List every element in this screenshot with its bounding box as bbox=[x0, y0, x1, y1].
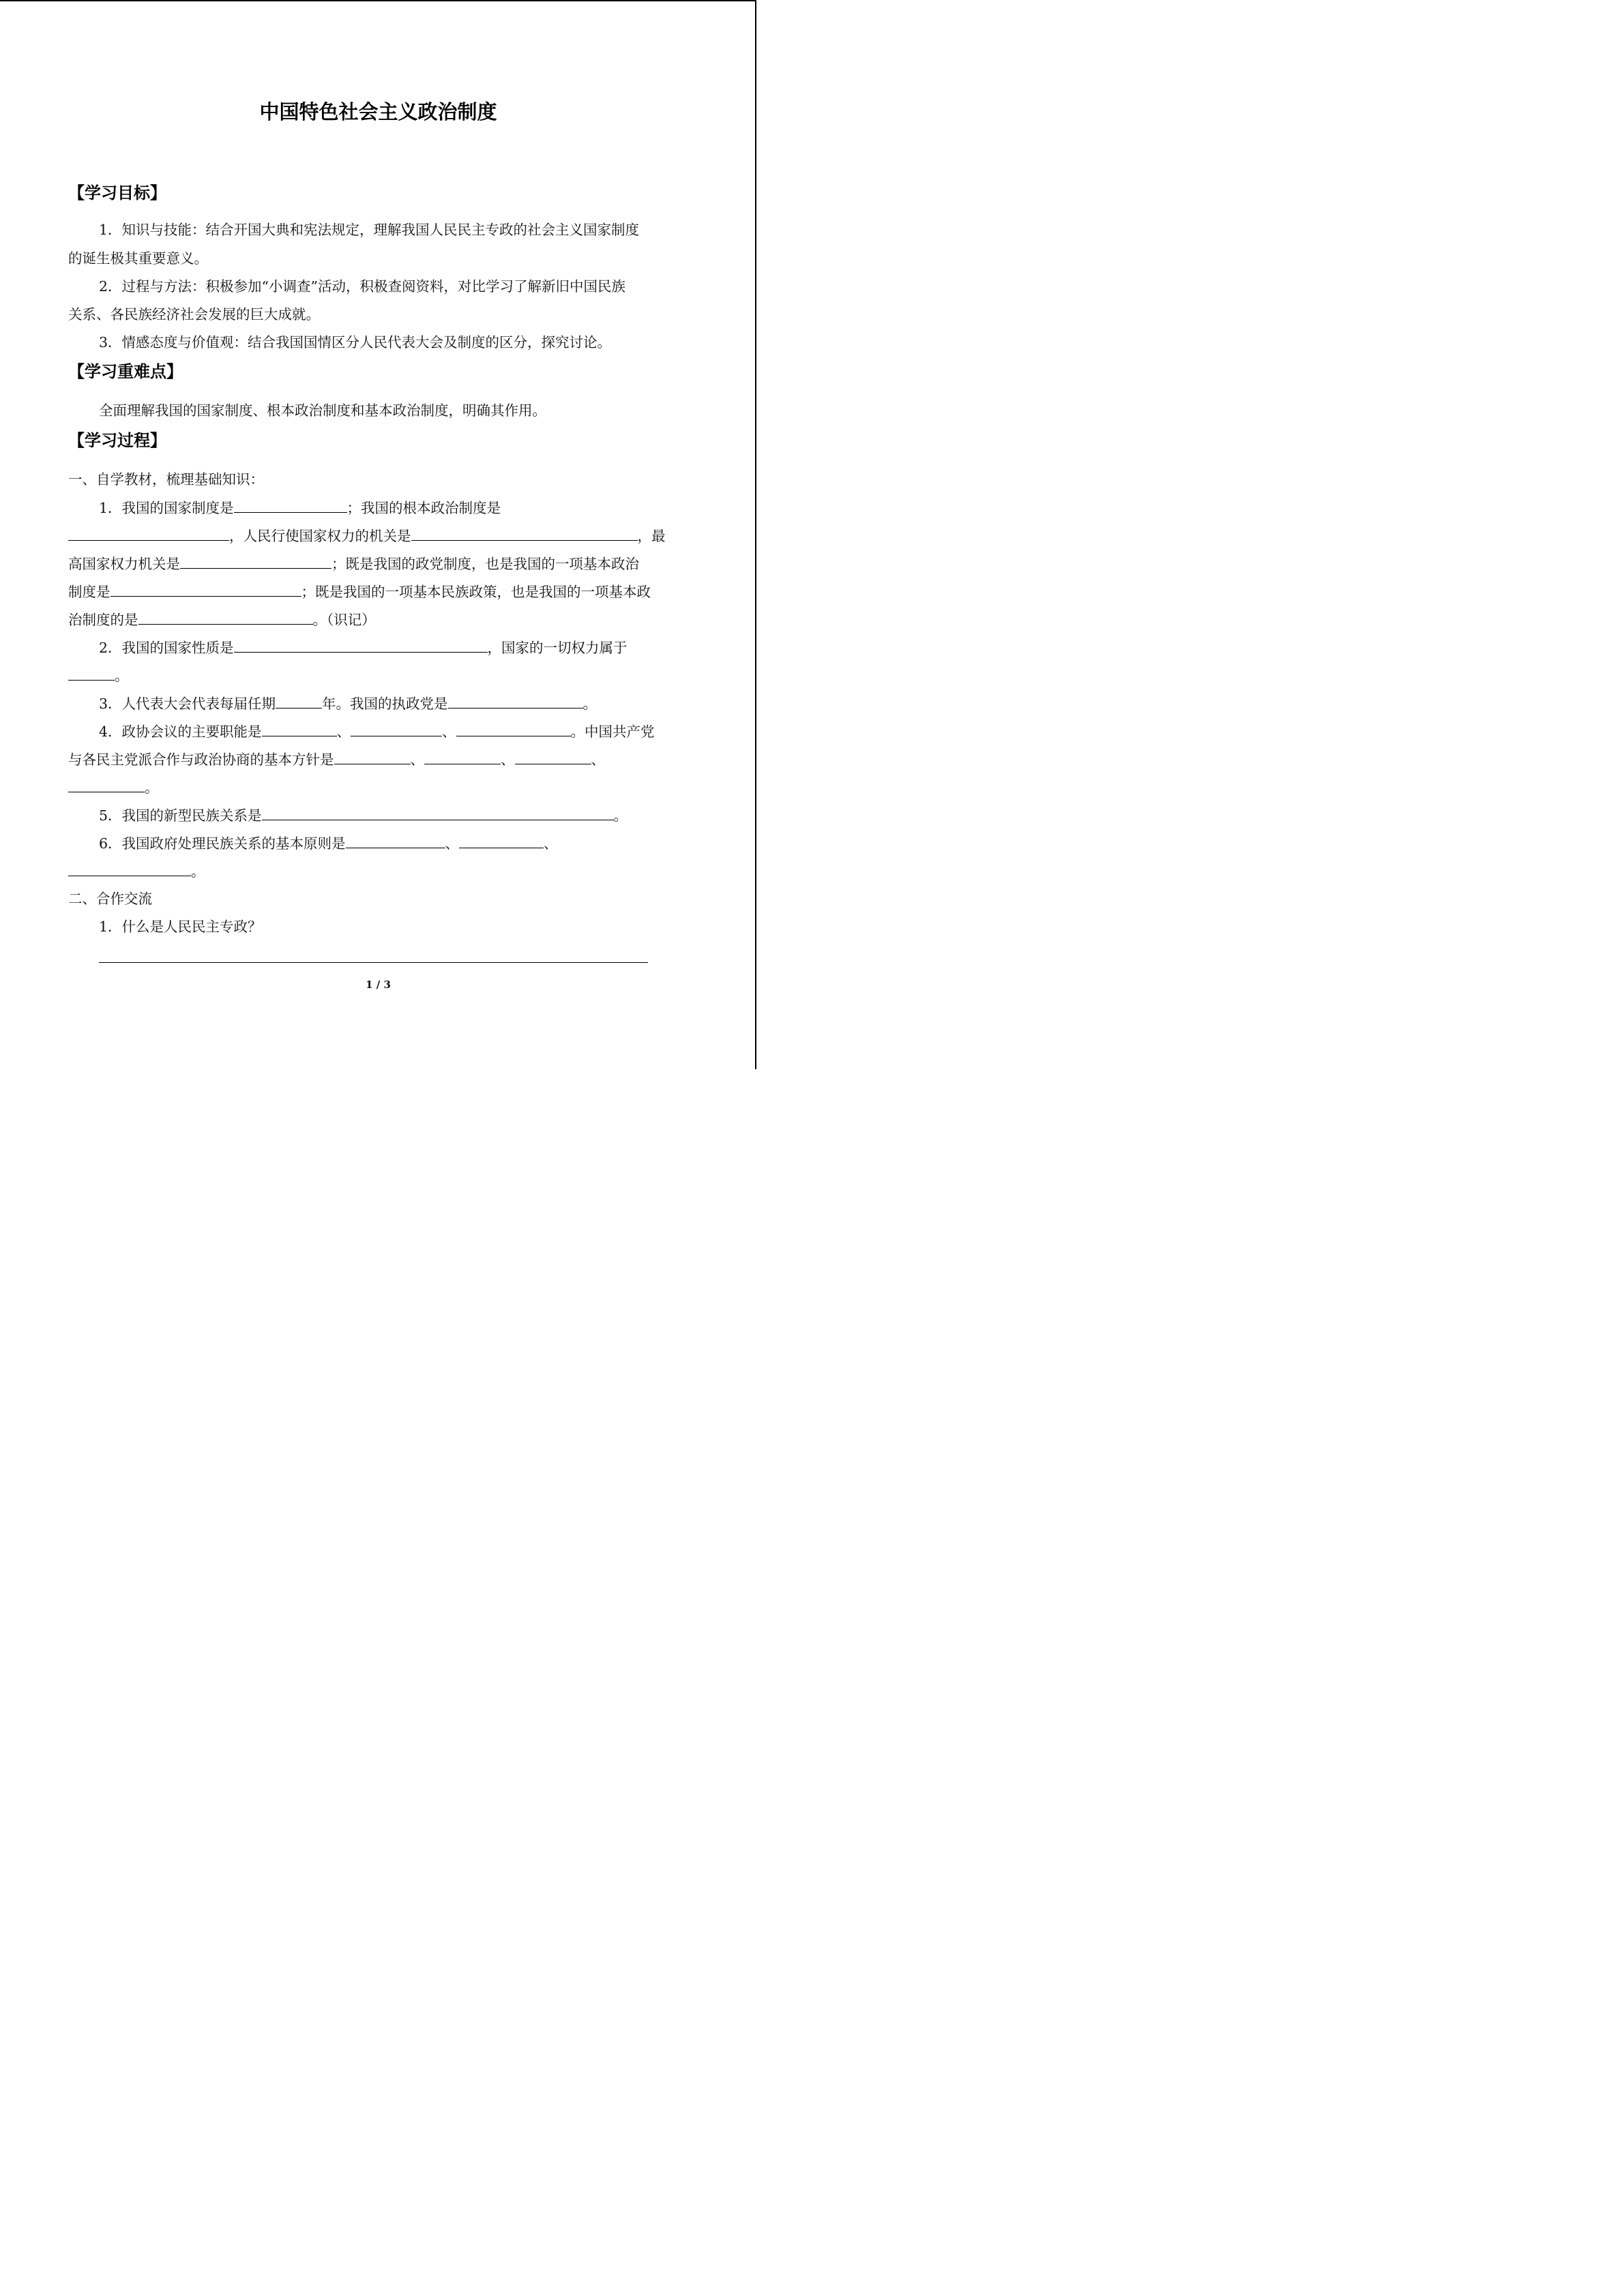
q2-line-1 bbox=[99, 638, 628, 657]
q4-line-2 bbox=[68, 750, 605, 769]
q2-blank-1[interactable] bbox=[234, 638, 488, 653]
q4-text-d: 。 bbox=[145, 779, 159, 796]
q6-blank-2[interactable] bbox=[459, 834, 544, 848]
goal-1-line-1: 1．知识与技能：结合开国大典和宪法规定，理解我国人民民主专政的社会主义国家制度 bbox=[99, 222, 640, 238]
q1-text-i: 治制度的是 bbox=[68, 612, 138, 628]
q6-sep-1: 、 bbox=[445, 835, 460, 852]
q2-text-b: ，国家的一切权力属于 bbox=[487, 640, 628, 656]
section-heading-process: 【学习过程】 bbox=[68, 431, 166, 450]
q1-text-d: ，最 bbox=[637, 528, 666, 544]
q3-blank-1[interactable] bbox=[276, 694, 322, 709]
q4-text-a: 4．政协会议的主要职能是 bbox=[99, 724, 262, 740]
q3-text-c: 。 bbox=[582, 696, 597, 712]
q6-line-1 bbox=[99, 834, 558, 852]
part-2-question-1: 1．什么是人民民主专政？ bbox=[99, 919, 262, 935]
page-right-border bbox=[755, 0, 756, 1069]
q3-blank-2[interactable] bbox=[448, 694, 583, 709]
q1-blank-6[interactable] bbox=[138, 610, 313, 625]
q2-line-2 bbox=[68, 666, 129, 685]
q6-text-b: 。 bbox=[191, 863, 205, 880]
q1-text-b: ；我国的根本政治制度是 bbox=[346, 500, 501, 516]
q2-blank-2[interactable] bbox=[68, 666, 115, 681]
q5-text-b: 。 bbox=[613, 807, 628, 824]
q4-text-c: 与各民主党派合作与政治协商的基本方针是 bbox=[68, 751, 334, 768]
q6-line-2 bbox=[68, 862, 205, 880]
q6-sep-2: 、 bbox=[544, 835, 558, 852]
q3-line bbox=[99, 694, 597, 713]
q4-sep-3: 、 bbox=[410, 751, 424, 768]
q1-line-5 bbox=[68, 610, 376, 629]
q4-blank-4[interactable] bbox=[334, 750, 411, 764]
footer-rule bbox=[99, 962, 648, 963]
part-2-heading: 二、合作交流 bbox=[68, 891, 152, 907]
q4-blank-1[interactable] bbox=[262, 722, 337, 736]
page-top-border bbox=[0, 0, 756, 1]
q4-sep-1: 、 bbox=[336, 724, 351, 740]
q1-line-3 bbox=[68, 554, 639, 573]
q4-blank-3[interactable] bbox=[456, 722, 571, 736]
q1-line-4 bbox=[68, 582, 651, 601]
goal-3-line-1: 3．情感态度与价值观：结合我国国情区分人民代表大会及制度的区分，探究讨论。 bbox=[99, 334, 612, 351]
q2-text-c: 。 bbox=[115, 668, 129, 684]
q4-blank-7[interactable] bbox=[68, 778, 145, 792]
q5-blank-1[interactable] bbox=[262, 806, 614, 820]
section-heading-key-points: 【学习重难点】 bbox=[68, 362, 183, 381]
q4-line-1 bbox=[99, 722, 655, 741]
q4-sep-5: 、 bbox=[591, 751, 605, 768]
q2-text-a: 2．我国的国家性质是 bbox=[99, 640, 234, 656]
q1-text-j: 。（识记） bbox=[312, 612, 376, 628]
q3-text-a: 3．人代表大会代表每届任期 bbox=[99, 696, 276, 712]
q6-blank-1[interactable] bbox=[346, 834, 445, 848]
q1-text-e: 高国家权力机关是 bbox=[68, 556, 180, 572]
q5-line bbox=[99, 806, 628, 824]
q6-blank-3[interactable] bbox=[68, 862, 191, 876]
goal-2-line-1: 2．过程与方法：积极参加“小调查”活动，积极查阅资料，对比学习了解新旧中国民族 bbox=[99, 278, 626, 295]
q6-text-a: 6．我国政府处理民族关系的基本原则是 bbox=[99, 835, 346, 852]
q3-text-b: 年。我国的执政党是 bbox=[322, 696, 448, 712]
q1-blank-2[interactable] bbox=[68, 526, 229, 541]
q1-line-2 bbox=[68, 526, 666, 545]
goal-1-line-2: 的诞生极其重要意义。 bbox=[68, 250, 208, 267]
q1-blank-1[interactable] bbox=[234, 498, 347, 513]
q1-text-f: ；既是我国的政党制度，也是我国的一项基本政治 bbox=[331, 556, 639, 572]
q4-blank-6[interactable] bbox=[515, 750, 591, 764]
q4-blank-5[interactable] bbox=[424, 750, 501, 764]
q4-sep-4: 、 bbox=[501, 751, 515, 768]
q1-text-a: 1．我国的国家制度是 bbox=[99, 500, 234, 516]
part-1-heading: 一、自学教材，梳理基础知识： bbox=[68, 471, 264, 488]
q4-sep-2: 、 bbox=[442, 724, 456, 740]
page-title: 中国特色社会主义政治制度 bbox=[259, 100, 497, 123]
q1-line-1 bbox=[99, 498, 501, 517]
q4-text-b: 。中国共产党 bbox=[570, 724, 655, 740]
page-number: 1 / 3 bbox=[366, 979, 391, 991]
goal-2-line-2: 关系、各民族经济社会发展的巨大成就。 bbox=[68, 306, 320, 323]
section-heading-goals: 【学习目标】 bbox=[68, 183, 166, 203]
key-points-text: 全面理解我国的国家制度、根本政治制度和基本政治制度，明确其作用。 bbox=[99, 402, 546, 419]
q1-text-c: ，人民行使国家权力的机关是 bbox=[229, 528, 411, 544]
q4-line-3 bbox=[68, 778, 159, 796]
q1-text-h: ；既是我国的一项基本民族政策，也是我国的一项基本政 bbox=[301, 584, 651, 600]
q1-blank-3[interactable] bbox=[411, 526, 638, 541]
q1-blank-4[interactable] bbox=[180, 554, 331, 569]
q4-blank-2[interactable] bbox=[351, 722, 442, 736]
q1-text-g: 制度是 bbox=[68, 584, 110, 600]
q1-blank-5[interactable] bbox=[110, 582, 301, 597]
q5-text-a: 5．我国的新型民族关系是 bbox=[99, 807, 262, 824]
